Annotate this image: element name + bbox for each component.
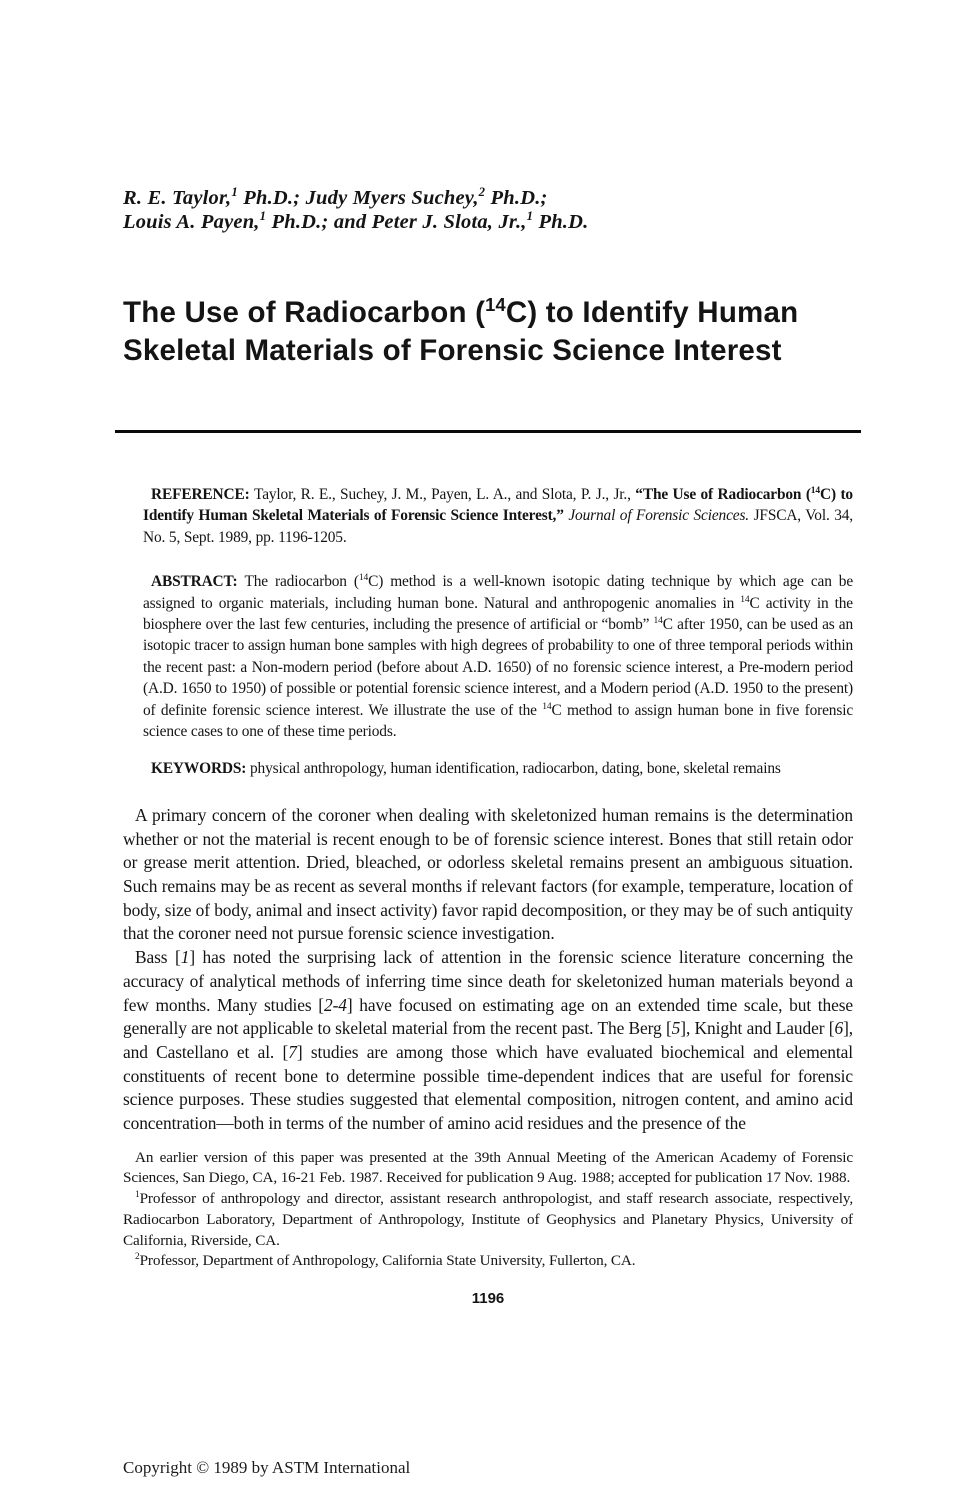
footnote-affiliation-2: $^2$Professor, Department of Anthropology, California State University, Fullerton, CA. bbox=[135, 1252, 636, 1270]
title-line-1: The Use of Radiocarbon ($^{14}$C) to Identify Human bbox=[123, 294, 799, 329]
copyright-notice: Copyright © 1989 by ASTM International bbox=[123, 1458, 411, 1477]
footnote-presentation: An earlier version of this paper was presented at the 39th Annual Meeting of the American Academy of Forensic Sciences, San Diego, CA, 16-21 Feb. 1987. Received for publication 9 Aug. 1988; accepted for publication 17 Nov. 1988. bbox=[123, 1148, 853, 1187]
author-line-1: R. E. Taylor,$^1$ Ph.D.; Judy Myers Suchey,$^2$ Ph.D.; bbox=[123, 185, 548, 209]
author-line-2: Louis A. Payen,$^1$ Ph.D.; and Peter J. Slota, Jr.,$^1$ Ph.D. bbox=[123, 209, 589, 233]
keywords-paragraph: KEYWORDS: physical anthropology, human identification, radiocarbon, dating, bone, skeletal remains bbox=[151, 760, 781, 778]
page-content bbox=[123, 186, 853, 1308]
body-paragraph-2: Bass [1] has noted the surprising lack of attention in the forensic science literature concerning the accuracy of analytical methods of inferring time since death for skeletonized human materials beyond a few months. Many studies [2-4] have focused on estimating age on an extended time scale, but these generally are not applicable to skeletal material from the recent past. The Berg [5], Knight and Lauder [6], and Castellano et al. [7] studies are among those which have evaluated biochemical and elemental constituents of recent bone to determine possible time-dependent indices that are useful for forensic science purposes. These studies suggested that elemental composition, nitrogen content, and amino acid concentration—both in terms of the number of amino acid residues and the presence of the bbox=[123, 947, 854, 1134]
paper-title bbox=[123, 294, 853, 370]
page-number: 1196 bbox=[471, 1289, 505, 1307]
divider-rule bbox=[115, 430, 861, 433]
footnote-affiliation-1: $^1$Professor of anthropology and director, assistant research anthropologist, and staff research associate, respectively, Radiocarbon Laboratory, Department of Anthropology, Institute of Geophysics and Planetary Physics, University of California, Riverside, CA. bbox=[123, 1190, 853, 1249]
front-matter bbox=[143, 484, 853, 780]
reference-paragraph: REFERENCE: Taylor, R. E., Suchey, J. M., Payen, L. A., and Slota, P. J., Jr., “The Use of Radiocarbon ($^{14}$C) to Identify Human Skeletal Materials of Forensic Science Interest,” Journal of Forensic Sciences. JFSCA, Vol. 34, No. 5, Sept. 1989, pp. 1196-1205. bbox=[143, 484, 853, 546]
abstract-paragraph: ABSTRACT: The radiocarbon ($^{14}$C) method is a well-known isotopic dating technique by which age can be assigned to organic materials, including human bone. Natural and anthropogenic anomalies in $^{14}$C activity in the biosphere over the last few centuries, including the presence of artificial or “bomb” $^{14}$C after 1950, can be used as an isotopic tracer to assign human bone samples with high degrees of probability to one of three temporal periods within the recent past: a Non-modern period (before about A.D. 1650) of no forensic science interest, a Pre-modern period (A.D. 1650 to 1950) of possible or potential forensic science interest, and a Modern period (A.D. 1950 to the present) of definite forensic science interest. We illustrate the use of the $^{14}$C method to assign human bone in five forensic science cases to one of these time periods. bbox=[143, 572, 854, 741]
footnotes bbox=[123, 1148, 853, 1272]
author-block bbox=[123, 186, 853, 234]
title-line-2: Skeletal Materials of Forensic Science Interest bbox=[123, 334, 782, 367]
body-text bbox=[123, 804, 853, 1136]
body-paragraph-1: A primary concern of the coroner when dealing with skeletonized human remains is the determination whether or not the material is recent enough to be of forensic science interest. Bones that still retain odor or grease merit attention. Dried, bleached, or odorless skeletal remains present an ambiguous situation. Such remains may be as recent as several months if relevant factors (for example, temperature, location of body, size of body, animal and insect activity) favor rapid decomposition, or they may be of such antiquity that the coroner need not pursue forensic science investigation. bbox=[123, 804, 853, 944]
